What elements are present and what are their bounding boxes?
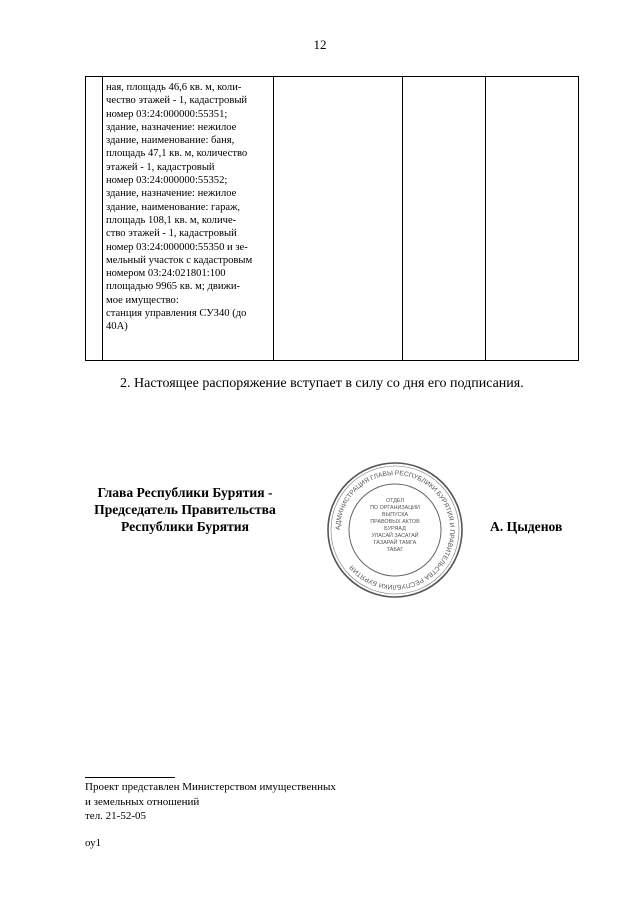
- document-code: оу1: [85, 837, 102, 849]
- official-seal: [322, 460, 468, 600]
- page-number: 12: [313, 37, 327, 52]
- table-column-divider: [485, 77, 486, 360]
- table-column-divider: [402, 77, 403, 360]
- seal-center-line: ГАЗАРАЙ ТАМГА: [373, 540, 417, 546]
- seal-center-line: ПРАВОВЫХ АКТОВ: [370, 519, 420, 525]
- signatory-name: А. Цыденов: [490, 519, 563, 534]
- seal-center-line: ВЫПУСКА: [381, 512, 409, 518]
- seal-ring-text: АДМИНИСТРАЦИЯ ГЛАВЫ РЕСПУБЛИКИ БУРЯТИЯ И ПРАВИТЕЛЬСТВА РЕСПУБЛИКИ БУРЯТИЯ: [334, 469, 456, 591]
- footnote-rule: [85, 777, 175, 778]
- seal-center-line: УЛАСАЙ ЗАСАГАЙ: [371, 533, 419, 539]
- seal-center-line: ОТДЕЛ: [385, 498, 405, 504]
- table-column-divider: [102, 77, 103, 360]
- entry-into-force-clause: 2. Настоящее распоряжение вступает в силу со дня его подписания.: [120, 376, 524, 391]
- seal-center-line: ПО ОРГАНИЗАЦИИ: [370, 505, 420, 511]
- seal-center-line: ТАБАГ: [386, 547, 404, 553]
- signatory-title: Глава Республики Бурятия - Председатель Правительства Республики Бурятия: [94, 485, 276, 534]
- footnote-text: Проект представлен Министерством имущественных и земельных отношений тел. 21-52-05: [85, 781, 336, 822]
- property-table: [85, 76, 579, 361]
- table-column-divider: [273, 77, 274, 360]
- seal-center-line: БУРЯАД: [384, 526, 406, 532]
- property-description-cell: ная, площадь 46,6 кв. м, коли- чество этажей - 1, кадастровый номер 03:24:000000:55351; здание, назначение: нежилое здание, наименование: баня, площадь 47,1 кв. м, количество этажей - 1, кадастровый номер 03:24:000000:55352; здание, назначение: нежилое здание, наименование: гараж, площадь 108,1 кв. м, количе- ство этажей - 1, кадастровый номер 03:24:000000:55350 и зе- мельный участок с кадастровым номером 03:24:021801:100 площадью 9965 кв. м; движи- мое имущество: станция управления СУЗ40 (до 40А): [106, 82, 253, 333]
